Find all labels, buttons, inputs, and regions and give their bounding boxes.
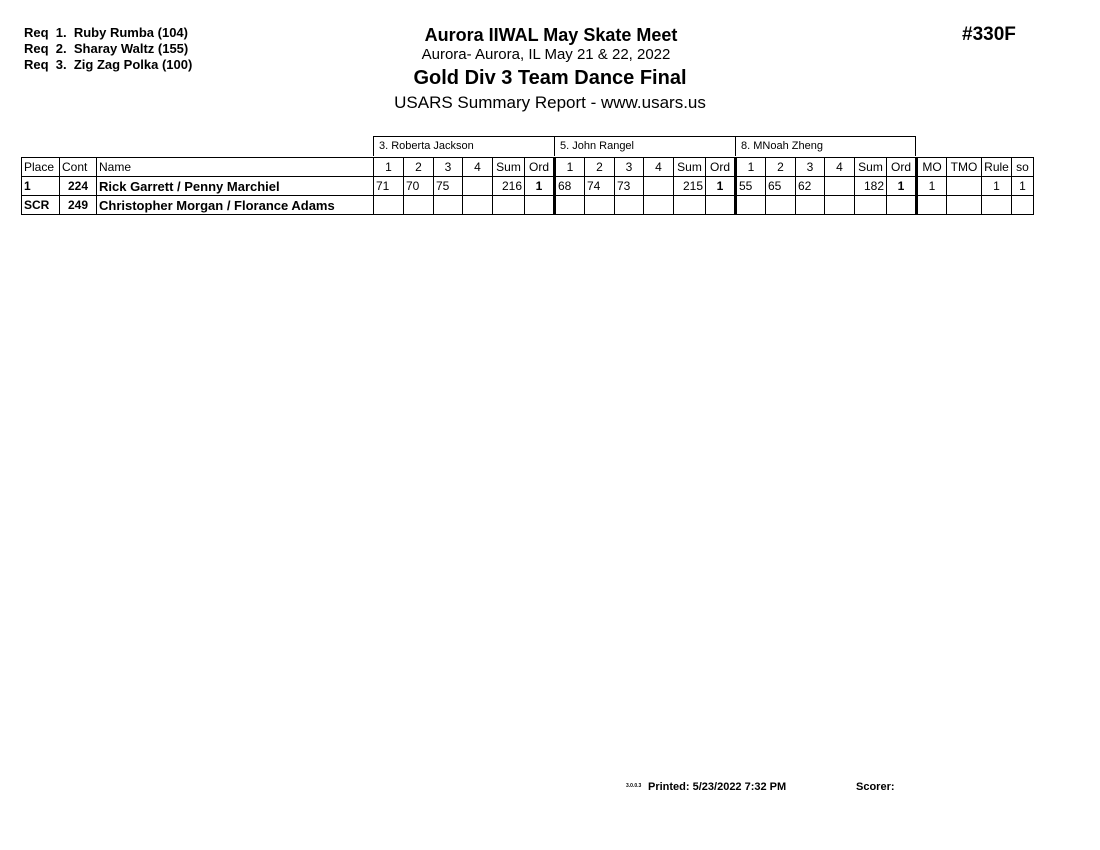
col-j1-4: 4 <box>463 158 493 177</box>
score-cell <box>463 196 493 215</box>
col-name: Name <box>97 158 374 177</box>
scorer-label: Scorer: <box>856 781 895 793</box>
ord-cell <box>887 196 917 215</box>
place-cell: 1 <box>22 177 60 196</box>
sum-cell: 215 <box>674 177 706 196</box>
col-j2-sum: Sum <box>674 158 706 177</box>
score-cell: 73 <box>615 177 644 196</box>
score-cell <box>644 196 674 215</box>
judge-header-1: 3. Roberta Jackson <box>373 136 555 156</box>
report-header <box>300 24 800 114</box>
score-cell <box>825 177 855 196</box>
col-rule: Rule <box>982 158 1012 177</box>
col-j2-2: 2 <box>585 158 615 177</box>
score-cell <box>796 196 825 215</box>
col-j3-sum: Sum <box>855 158 887 177</box>
col-j3-2: 2 <box>766 158 796 177</box>
score-cell <box>825 196 855 215</box>
score-cell: 65 <box>766 177 796 196</box>
summary-table <box>21 157 1034 215</box>
score-cell <box>434 196 463 215</box>
col-tmo: TMO <box>947 158 982 177</box>
score-cell <box>615 196 644 215</box>
printed-timestamp: Printed: 5/23/2022 7:32 PM <box>648 781 787 793</box>
score-cell <box>736 196 766 215</box>
col-j3-1: 1 <box>736 158 766 177</box>
col-j2-1: 1 <box>555 158 585 177</box>
score-cell <box>555 196 585 215</box>
requirements-list <box>24 25 192 73</box>
place-cell: SCR <box>22 196 60 215</box>
score-cell <box>766 196 796 215</box>
table-row <box>22 196 1034 215</box>
col-j1-sum: Sum <box>493 158 525 177</box>
sum-cell <box>855 196 887 215</box>
meet-location-date: Aurora- Aurora, IL May 21 & 22, 2022 <box>421 46 671 63</box>
ord-cell: 1 <box>887 177 917 196</box>
ord-cell <box>525 196 555 215</box>
col-cont: Cont <box>60 158 97 177</box>
col-j2-3: 3 <box>615 158 644 177</box>
ord-cell <box>706 196 736 215</box>
score-cell: 68 <box>555 177 585 196</box>
col-so: so <box>1012 158 1034 177</box>
score-cell <box>463 177 493 196</box>
score-cell <box>585 196 615 215</box>
col-j3-ord: Ord <box>887 158 917 177</box>
col-j1-1: 1 <box>374 158 404 177</box>
rule-cell: 1 <box>982 177 1012 196</box>
tmo-cell <box>947 177 982 196</box>
report-title: USARS Summary Report - www.usars.us <box>394 93 706 112</box>
sum-cell <box>493 196 525 215</box>
judge-header-2: 5. John Rangel <box>554 136 736 156</box>
col-j2-ord: Ord <box>706 158 736 177</box>
software-version: 3.0.0.3 <box>626 783 642 789</box>
event-number: #330F <box>962 24 1016 45</box>
score-cell <box>404 196 434 215</box>
sum-cell: 182 <box>855 177 887 196</box>
cont-cell: 249 <box>60 196 97 215</box>
col-j1-2: 2 <box>404 158 434 177</box>
col-j2-4: 4 <box>644 158 674 177</box>
score-cell: 70 <box>404 177 434 196</box>
so-cell: 1 <box>1012 177 1034 196</box>
ord-cell: 1 <box>706 177 736 196</box>
sum-cell: 216 <box>493 177 525 196</box>
score-cell: 62 <box>796 177 825 196</box>
cont-cell: 224 <box>60 177 97 196</box>
tmo-cell <box>947 196 982 215</box>
score-cell: 74 <box>585 177 615 196</box>
so-cell <box>1012 196 1034 215</box>
judge-headers <box>0 136 1100 156</box>
mo-cell <box>917 196 947 215</box>
requirement-2: Req 2. Sharay Waltz (155) <box>24 41 189 56</box>
score-cell: 55 <box>736 177 766 196</box>
col-j3-3: 3 <box>796 158 825 177</box>
score-cell: 75 <box>434 177 463 196</box>
name-cell: Christopher Morgan / Florance Adams <box>97 196 374 215</box>
sum-cell <box>674 196 706 215</box>
requirement-3: Req 3. Zig Zag Polka (100) <box>24 57 193 72</box>
table-row <box>22 177 1034 196</box>
score-cell <box>374 196 404 215</box>
ord-cell: 1 <box>525 177 555 196</box>
rule-cell <box>982 196 1012 215</box>
col-mo: MO <box>917 158 947 177</box>
col-place: Place <box>22 158 60 177</box>
score-cell <box>644 177 674 196</box>
col-j1-ord: Ord <box>525 158 555 177</box>
judge-header-3: 8. MNoah Zheng <box>735 136 916 156</box>
mo-cell: 1 <box>917 177 947 196</box>
name-cell: Rick Garrett / Penny Marchiel <box>97 177 374 196</box>
requirement-1: Req 1. Ruby Rumba (104) <box>24 25 188 40</box>
event-title: Gold Div 3 Team Dance Final <box>413 67 687 89</box>
score-cell: 71 <box>374 177 404 196</box>
meet-title: Aurora IIWAL May Skate Meet <box>424 25 678 45</box>
table-header-row <box>22 158 1034 177</box>
col-j1-3: 3 <box>434 158 463 177</box>
col-j3-4: 4 <box>825 158 855 177</box>
